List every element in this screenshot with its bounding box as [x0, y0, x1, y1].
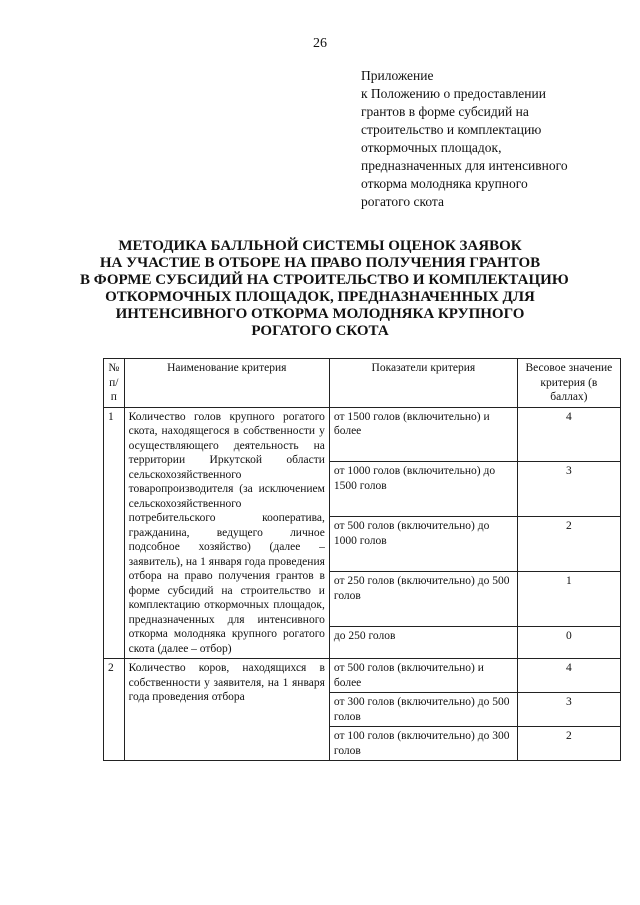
criterion-weight: 2: [517, 517, 620, 572]
criterion-name: Количество голов крупного рогатого скота, находящегося в собственности у осуществляющего деятельность на территории Иркутской области сельскохозяйственного товаропроизводителя (за исключением сельскохозяйственного потребительского кооператива, гражданина, ведущего личное подсобное хозяйство) (далее – заявитель), на 1 января года проведения отбора на право получения грантов в форме субсидий на строительство и комплектацию откормочных площадок, предназначенных для интенсивного откорма молодняка крупного рогатого скота (далее – отбор): [124, 407, 329, 659]
criterion-indicator: от 1000 голов (включительно) до 1500 голов: [329, 462, 517, 517]
appendix-line: строительство и комплектацию: [361, 122, 542, 137]
header-num: № п/п: [104, 359, 125, 408]
title-line: НА УЧАСТИЕ В ОТБОРЕ НА ПРАВО ПОЛУЧЕНИЯ ГРАНТОВ: [99, 255, 541, 271]
criterion-name: Количество коров, находящихся в собственности у заявителя, на 1 января года проведения отбора: [124, 659, 329, 761]
criterion-weight: 3: [517, 462, 620, 517]
appendix-line: откормочных площадок,: [361, 140, 502, 155]
criterion-weight: 4: [517, 659, 620, 693]
header-weight: Весовое значение критерия (в баллах): [517, 359, 620, 408]
table-row: [104, 407, 621, 462]
appendix-line: грантов в форме субсидий на: [361, 104, 529, 119]
criterion-weight: 0: [517, 627, 620, 659]
document-title: [80, 238, 569, 340]
criterion-weight: 2: [517, 727, 620, 761]
title-line: МЕТОДИКА БАЛЛЬНОЙ СИСТЕМЫ ОЦЕНОК ЗАЯВОК: [118, 238, 522, 254]
criterion-indicator: от 1500 голов (включительно) и более: [329, 407, 517, 462]
criterion-number: 2: [104, 659, 125, 761]
header-indicators: Показатели критерия: [329, 359, 517, 408]
criterion-indicator: до 250 голов: [329, 627, 517, 659]
criterion-indicator: от 500 голов (включительно) до 1000 голов: [329, 517, 517, 572]
page-number: 26: [313, 36, 327, 51]
criterion-indicator: от 250 голов (включительно) до 500 голов: [329, 572, 517, 627]
criterion-weight: 4: [517, 407, 620, 462]
appendix-line: Приложение: [361, 68, 434, 83]
table-row: [104, 659, 621, 693]
header-name: Наименование критерия: [124, 359, 329, 408]
criterion-indicator: от 100 голов (включительно) до 300 голов: [329, 727, 517, 761]
appendix-note: [361, 67, 611, 211]
appendix-line: откорма молодняка крупного: [361, 176, 528, 191]
appendix-line: предназначенных для интенсивного: [361, 158, 568, 173]
table-header-row: [104, 359, 621, 408]
criteria-table: [103, 358, 621, 761]
criterion-weight: 3: [517, 693, 620, 727]
appendix-line: рогатого скота: [361, 194, 444, 209]
title-line: ИНТЕНСИВНОГО ОТКОРМА МОЛОДНЯКА КРУПНОГО: [115, 306, 525, 322]
title-line: В ФОРМЕ СУБСИДИЙ НА СТРОИТЕЛЬСТВО И КОМПЛЕКТАЦИЮ: [80, 272, 569, 288]
criterion-indicator: от 500 голов (включительно) и более: [329, 659, 517, 693]
title-line: ОТКОРМОЧНЫХ ПЛОЩАДОК, ПРЕДНАЗНАЧЕННЫХ ДЛЯ: [105, 289, 535, 305]
criterion-weight: 1: [517, 572, 620, 627]
criterion-number: 1: [104, 407, 125, 659]
criterion-indicator: от 300 голов (включительно) до 500 голов: [329, 693, 517, 727]
title-line: РОГАТОГО СКОТА: [251, 323, 389, 339]
appendix-line: к Положению о предоставлении: [361, 86, 546, 101]
